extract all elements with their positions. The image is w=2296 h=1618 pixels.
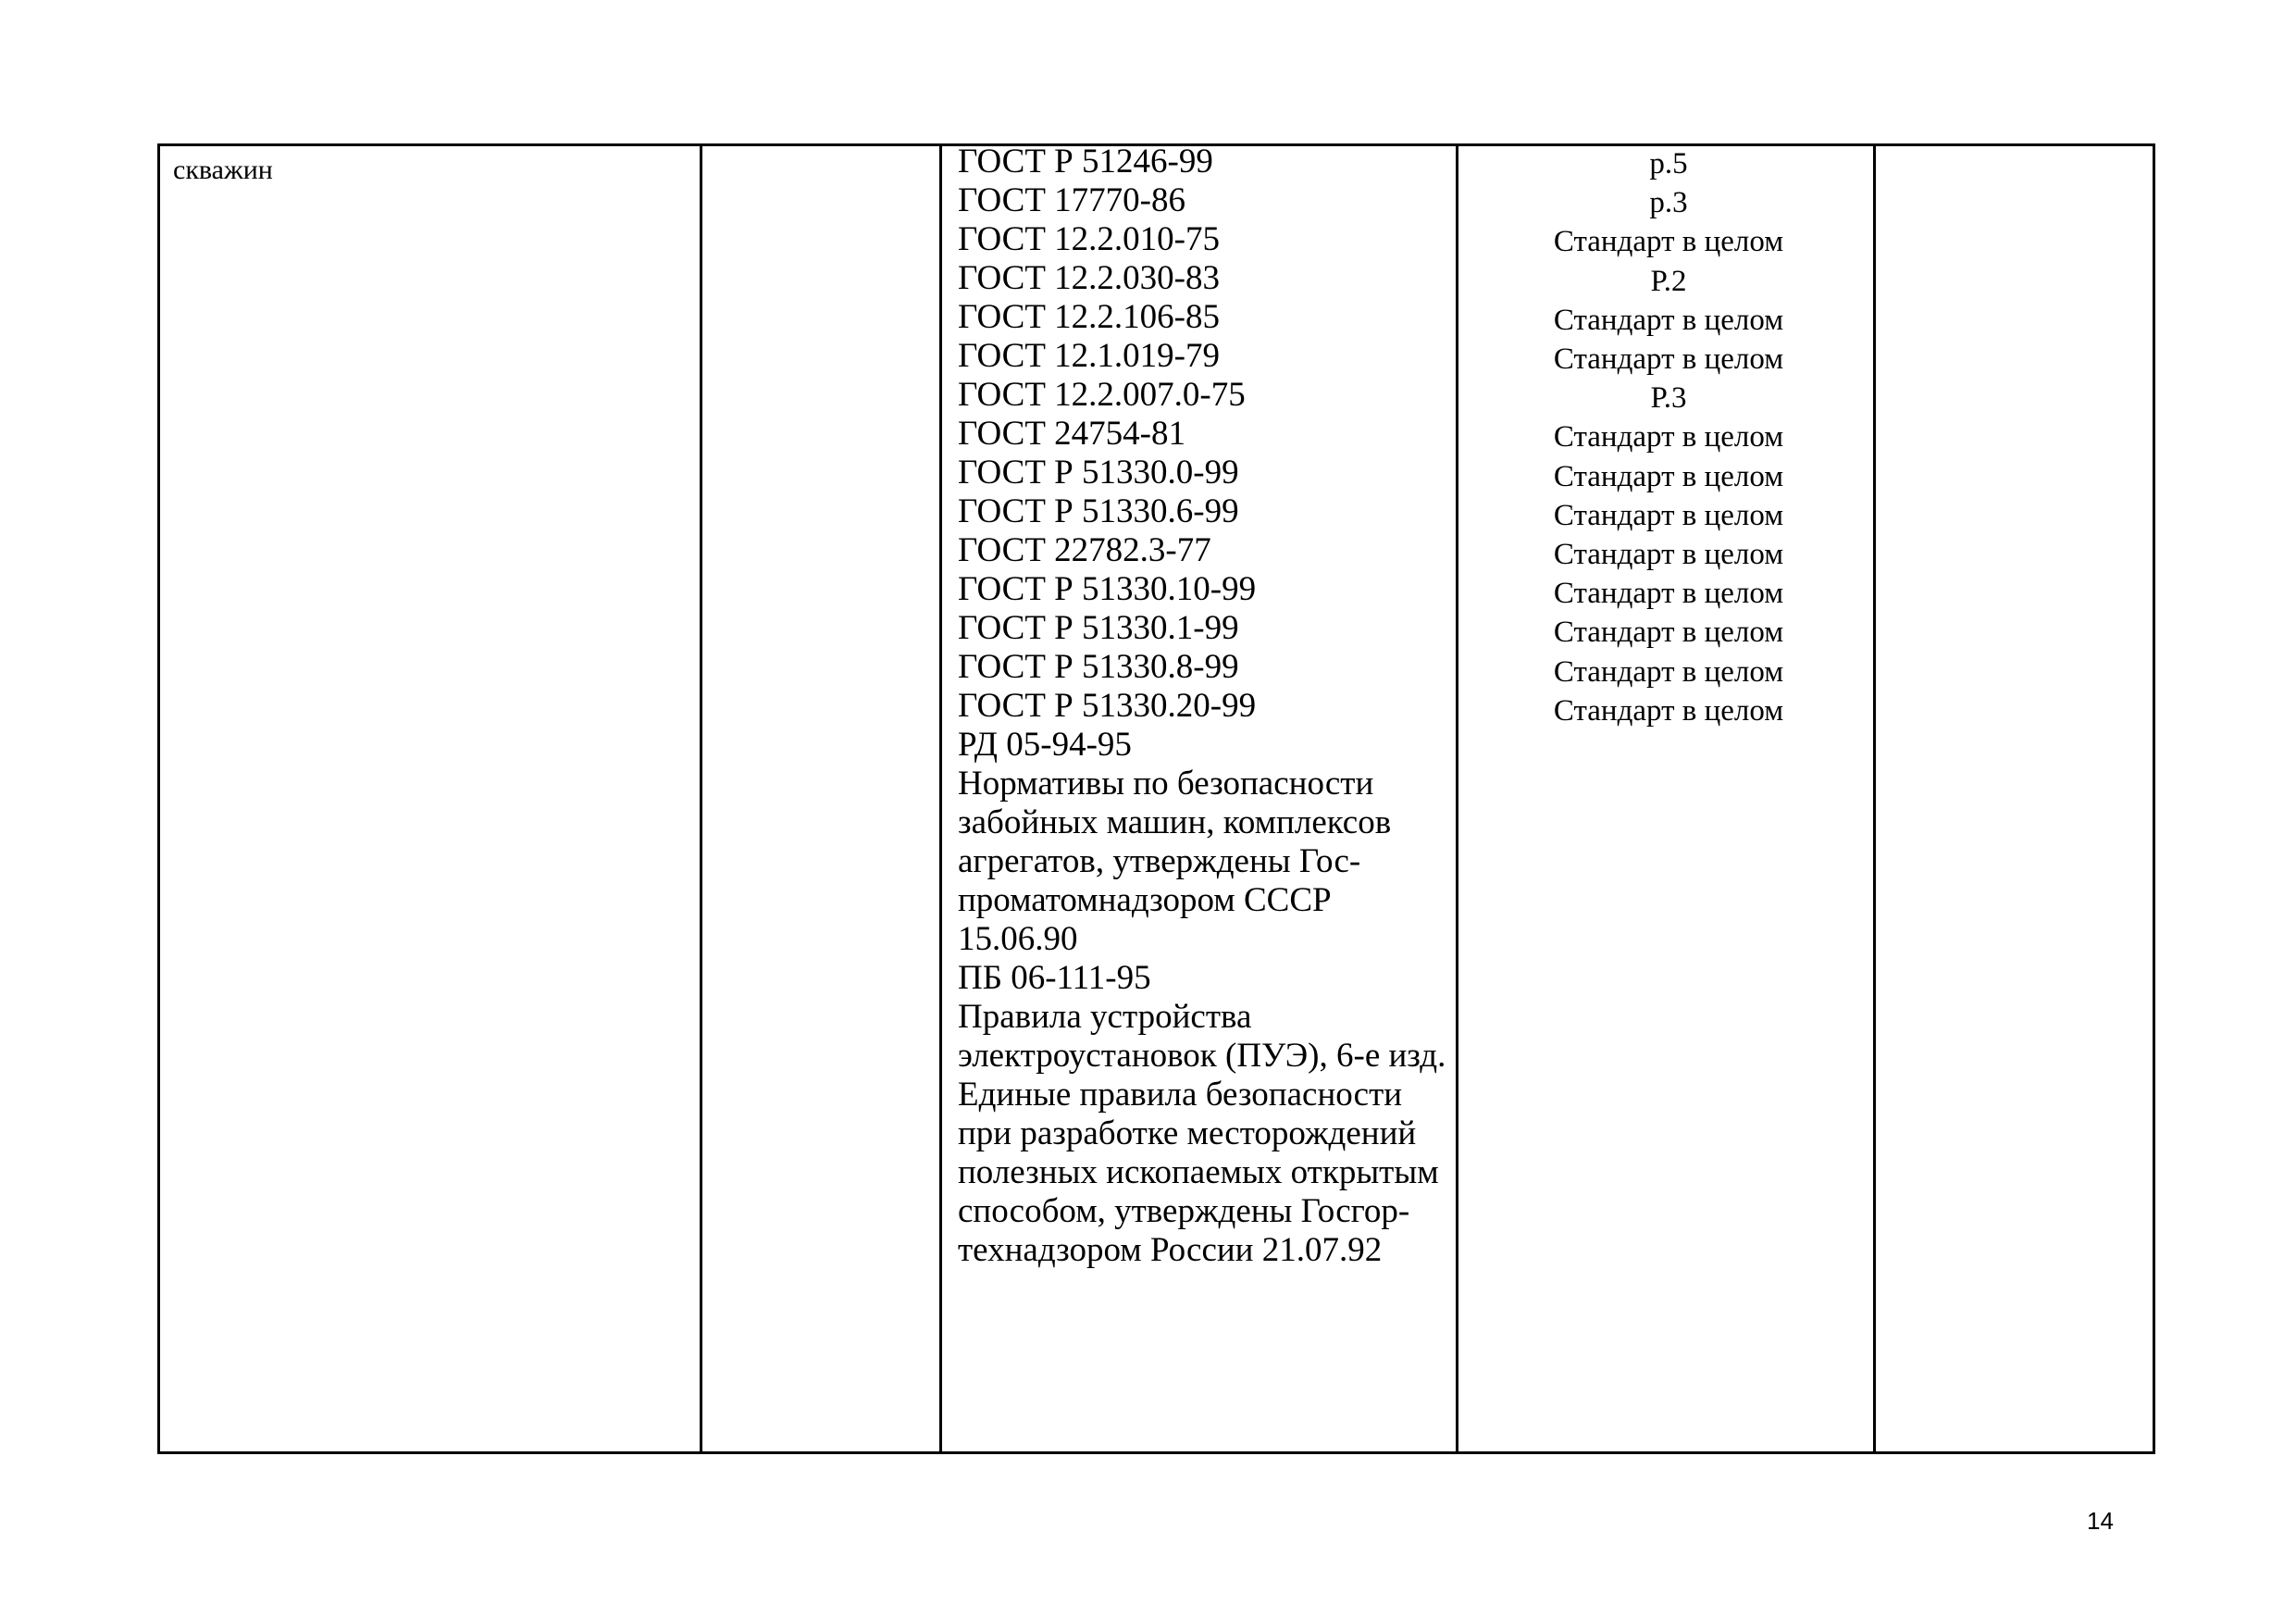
standard-line: ГОСТ 12.1.019-79 <box>958 337 1220 375</box>
section-line: Р.3 <box>1650 381 1687 416</box>
standard-line: ГОСТ 24754-81 <box>958 415 1185 453</box>
section-line: Стандарт в целом <box>1553 616 1784 650</box>
standard-line: полезных ископаемых открытым <box>958 1153 1439 1191</box>
page-number: 14 <box>2087 1507 2114 1535</box>
section-line: Стандарт в целом <box>1553 225 1784 259</box>
column-divider <box>939 146 942 1451</box>
standard-line: РД 05-94-95 <box>958 726 1132 764</box>
standard-line: электроустановок (ПУЭ), 6-е изд. <box>958 1037 1446 1075</box>
standard-line: проматомнадзором СССР <box>958 881 1332 919</box>
standard-line: Нормативы по безопасности <box>958 765 1374 803</box>
section-line: р.5 <box>1649 147 1688 180</box>
section-line: Стандарт в целом <box>1553 577 1784 611</box>
table-cell-standards-list <box>958 143 1458 1270</box>
standard-line: агрегатов, утверждены Гос- <box>958 842 1361 880</box>
standard-line: ГОСТ 22782.3-77 <box>958 531 1211 569</box>
standard-line: ПБ 06-111-95 <box>958 959 1151 997</box>
standard-line: забойных машин, комплексов <box>958 803 1392 841</box>
standard-line: ГОСТ Р 51330.10-99 <box>958 570 1257 608</box>
standard-line: ГОСТ Р 51330.20-99 <box>958 687 1257 725</box>
standard-line: ГОСТ Р 51246-99 <box>958 143 1213 180</box>
section-line: Стандарт в целом <box>1553 654 1784 689</box>
section-line: Стандарт в целом <box>1553 342 1784 377</box>
section-line: Стандарт в целом <box>1553 693 1784 728</box>
standard-line: Единые правила безопасности <box>958 1076 1403 1114</box>
table-cell-object: скважин <box>173 155 273 185</box>
column-divider <box>700 146 702 1451</box>
standard-line: ГОСТ 12.2.030-83 <box>958 259 1220 297</box>
section-line: р.3 <box>1649 186 1688 220</box>
section-line: Стандарт в целом <box>1553 498 1784 532</box>
standards-table <box>157 143 2155 1454</box>
standard-line: ГОСТ 12.2.007.0-75 <box>958 376 1246 414</box>
section-line: Стандарт в целом <box>1553 420 1784 454</box>
standard-line: ГОСТ Р 51330.6-99 <box>958 492 1239 530</box>
column-divider <box>1873 146 1876 1451</box>
standard-line: ГОСТ 12.2.106-85 <box>958 298 1220 336</box>
standard-line: технадзором России 21.07.92 <box>958 1231 1383 1269</box>
section-line: Р.2 <box>1650 264 1687 298</box>
standard-line: способом, утверждены Госгор- <box>958 1192 1410 1230</box>
section-line: Стандарт в целом <box>1553 538 1784 572</box>
section-line: Стандарт в целом <box>1553 459 1784 493</box>
standard-line: ГОСТ Р 51330.0-99 <box>958 454 1239 492</box>
standard-line: ГОСТ Р 51330.8-99 <box>958 648 1239 686</box>
standard-line: ГОСТ 12.2.010-75 <box>958 220 1220 258</box>
standard-line: 15.06.90 <box>958 920 1078 958</box>
standard-line: при разработке месторождений <box>958 1114 1417 1152</box>
standard-line: Правила устройства <box>958 998 1252 1036</box>
standard-line: ГОСТ 17770-86 <box>958 181 1185 219</box>
standard-line: ГОСТ Р 51330.1-99 <box>958 609 1239 647</box>
section-line: Стандарт в целом <box>1553 303 1784 337</box>
table-cell-sections-list <box>1465 144 1872 730</box>
